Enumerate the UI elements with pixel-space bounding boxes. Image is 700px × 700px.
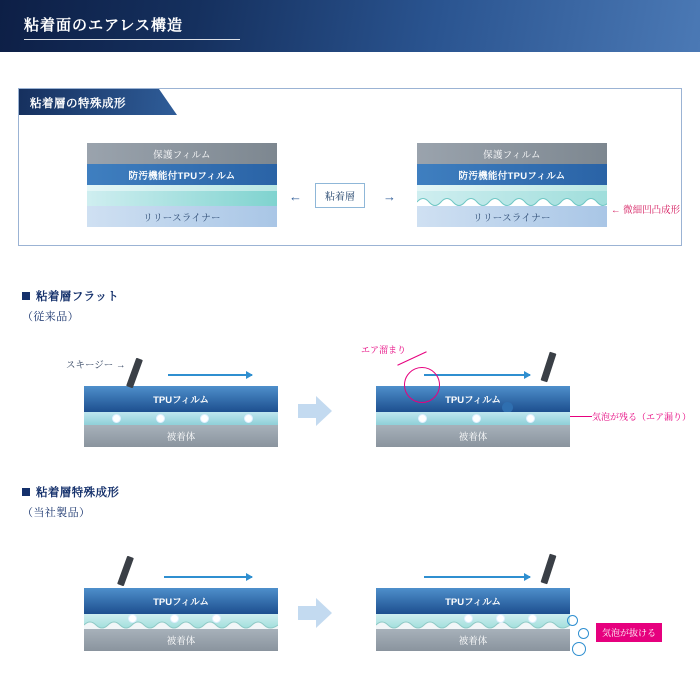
page-title: 粘着面のエアレス構造: [24, 17, 183, 34]
air-bubble: [156, 414, 165, 423]
page-header: [0, 0, 700, 52]
layer-adhesive-textured: [417, 191, 607, 206]
direction-arrow: [164, 576, 252, 578]
adhesive-layer-label: 粘着層: [315, 183, 365, 208]
section2-sub: （当社製品）: [22, 507, 91, 519]
escaping-bubble: [578, 628, 589, 639]
air-bubble: [526, 414, 535, 423]
layer-release-liner: リリースライナー: [417, 206, 607, 227]
air-bubble: [528, 614, 537, 623]
section1-heading: [22, 288, 119, 304]
process-arrow-icon: [298, 598, 332, 628]
left-layer-stack: [87, 143, 277, 227]
air-bubble: [496, 614, 505, 623]
section2-left-diagram: [84, 588, 278, 651]
escaping-bubble: [572, 642, 586, 656]
air-bubble: [128, 614, 137, 623]
squeegee-tool-icon: [126, 358, 143, 389]
air-bubble: [472, 414, 481, 423]
air-bubble: [244, 414, 253, 423]
note-text: 微細凹凸成形: [623, 205, 681, 216]
substrate-layer: 被着体: [376, 629, 570, 651]
textured-adhesive-layer: [84, 614, 278, 629]
adhesive-forming-panel: [18, 88, 682, 246]
note-arrow-icon: ←: [611, 205, 621, 216]
direction-arrow: [424, 576, 530, 578]
air-bubble: [464, 614, 473, 623]
air-pocket-highlight: [404, 367, 440, 403]
tpu-film-layer: TPUフィルム: [84, 588, 278, 614]
tpu-film-label: TPUフィルム: [445, 395, 501, 406]
air-bubble: [200, 414, 209, 423]
layer-adhesive-flat: [87, 191, 277, 206]
section2-heading: [22, 484, 119, 500]
bullet-square-icon: [22, 292, 30, 300]
squeegee-tool-icon: [541, 554, 557, 585]
tpu-film-layer: TPUフィルム: [84, 386, 278, 412]
section1-sub: （従来品）: [22, 311, 79, 323]
air-bubble: [418, 414, 427, 423]
substrate-layer: 被着体: [376, 425, 570, 447]
substrate-layer: 被着体: [84, 425, 278, 447]
panel-tab-label: 粘着層の特殊成形: [30, 98, 126, 110]
air-bubble: [212, 614, 221, 623]
section1-right-diagram: [376, 386, 570, 447]
layer-release-liner: リリースライナー: [87, 206, 277, 227]
right-layer-stack: [417, 143, 607, 227]
layer-protect-film: 保護フィルム: [87, 143, 277, 164]
process-arrow-icon: [298, 396, 332, 426]
arrow-right: →: [383, 189, 396, 204]
bubble-escape-label: 気泡が抜ける: [596, 623, 662, 642]
adhesive-layer: [376, 412, 570, 425]
textured-adhesive-layer: [376, 614, 570, 629]
squeegee-tool-icon: [541, 352, 557, 383]
tpu-film-layer: TPUフィルム: [376, 588, 570, 614]
section1-heading-text: 粘着層フラット: [36, 291, 120, 303]
micro-texture-note: [611, 202, 680, 216]
layer-tpu-film: 防汚機能付TPUフィルム: [417, 164, 607, 185]
direction-arrow: [168, 374, 252, 376]
bubble-remains-label: 気泡が残る（エア漏り）: [592, 412, 692, 422]
air-pocket-label: エア溜まり: [361, 345, 407, 355]
arrow-left: ←: [289, 189, 302, 204]
callout-line: [570, 416, 592, 417]
air-bubble: [112, 414, 121, 423]
section2-right-diagram: [376, 588, 570, 651]
squeegee-label: スキージー →: [66, 360, 126, 371]
bullet-square-icon: [22, 488, 30, 496]
layer-tpu-film: 防汚機能付TPUフィルム: [87, 164, 277, 185]
substrate-layer: 被着体: [84, 629, 278, 651]
escaping-bubble: [567, 615, 578, 626]
section2-heading-text: 粘着層特殊成形: [36, 487, 120, 499]
direction-arrow: [424, 374, 530, 376]
layer-protect-film: 保護フィルム: [417, 143, 607, 164]
air-bubble: [170, 614, 179, 623]
squeegee-tool-icon: [117, 556, 134, 587]
adhesive-layer: [84, 412, 278, 425]
section1-left-diagram: [84, 386, 278, 447]
title-underline: [24, 39, 240, 40]
